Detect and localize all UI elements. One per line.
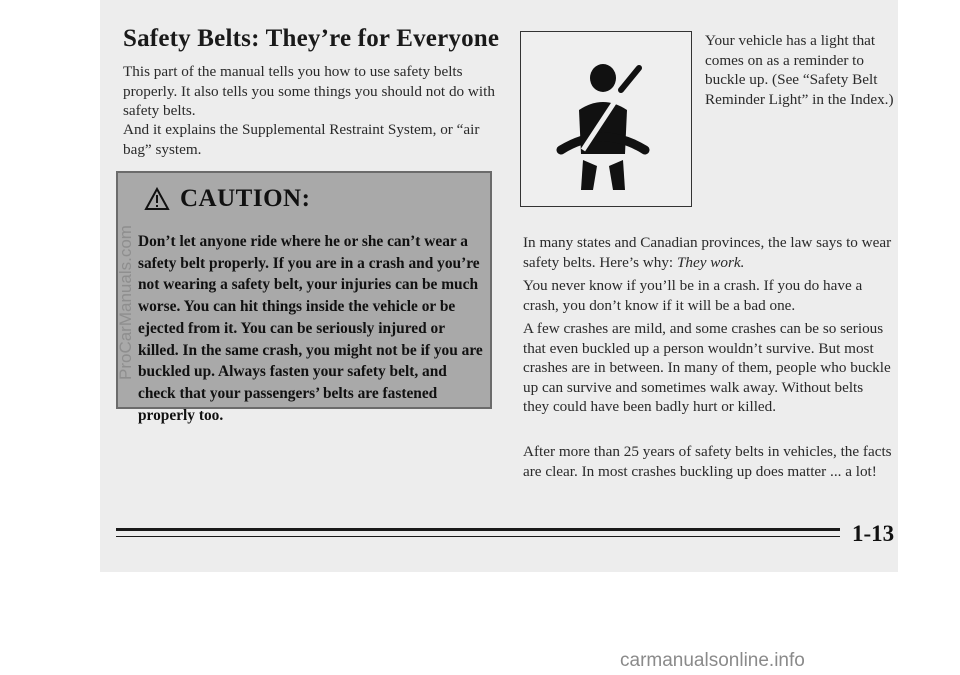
side-watermark: ProCarManuals.com: [116, 225, 135, 380]
few-crashes-paragraph: A few crashes are mild, and some crashes can be so serious that even buckled up a person wouldn’t survive. But most crashes are in between. In many of them, people who buckle up can survive and sometimes walk away. Without belts they could have been badly hurt or killed.: [523, 320, 891, 415]
footer-rule: [116, 528, 840, 531]
caution-heading: [144, 185, 310, 213]
bottom-watermark: carmanualsonline.info: [620, 650, 805, 671]
airbag-paragraph: And it explains the Supplemental Restraint System, or “air bag” system.: [123, 121, 480, 158]
seatbelt-reminder-icon: [520, 31, 692, 207]
caution-box: [116, 171, 492, 424]
after-years-paragraph: After more than 25 years of safety belts in vehicles, the facts are clear. In most crashes buckling up does matter ... a lot!: [523, 443, 892, 480]
caution-label: CAUTION:: [180, 185, 311, 212]
warning-triangle-icon: [144, 187, 170, 211]
caution-text: Don’t let anyone ride where he or she can’t wear a safety belt properly. If you are in a crash and you’re not wearing a safety belt, your injuries can be much worse. You can hit things inside the vehicle or be ejected from it. You can be seriously injured or killed. In the same crash, you might not be if you are buckled up. Always fasten your safety belt, and check that your passengers’ belts are fastened properly too.: [138, 233, 483, 424]
footer-rule-thin: [116, 536, 840, 537]
never-know-paragraph: You never know if you’ll be in a crash. If you do have a crash, you don’t know if it will be a bad one.: [523, 277, 863, 314]
page-number: 1-13: [852, 521, 895, 546]
intro-paragraph: This part of the manual tells you how to use safety belts properly. It also tells you some things you should not do with safety belts.: [123, 63, 495, 119]
law-emphasis: They work.: [676, 253, 745, 271]
reminder-light-paragraph: Your vehicle has a light that comes on as a reminder to buckle up. (See “Safety Belt Reminder Light” in the Index.): [705, 32, 894, 108]
law-paragraph: [523, 233, 893, 272]
law-text: In many states and Canadian provinces, the law says to wear safety belts. Here’s why:: [523, 234, 892, 271]
section-title: Safety Belts: They’re for Everyone: [123, 25, 500, 52]
